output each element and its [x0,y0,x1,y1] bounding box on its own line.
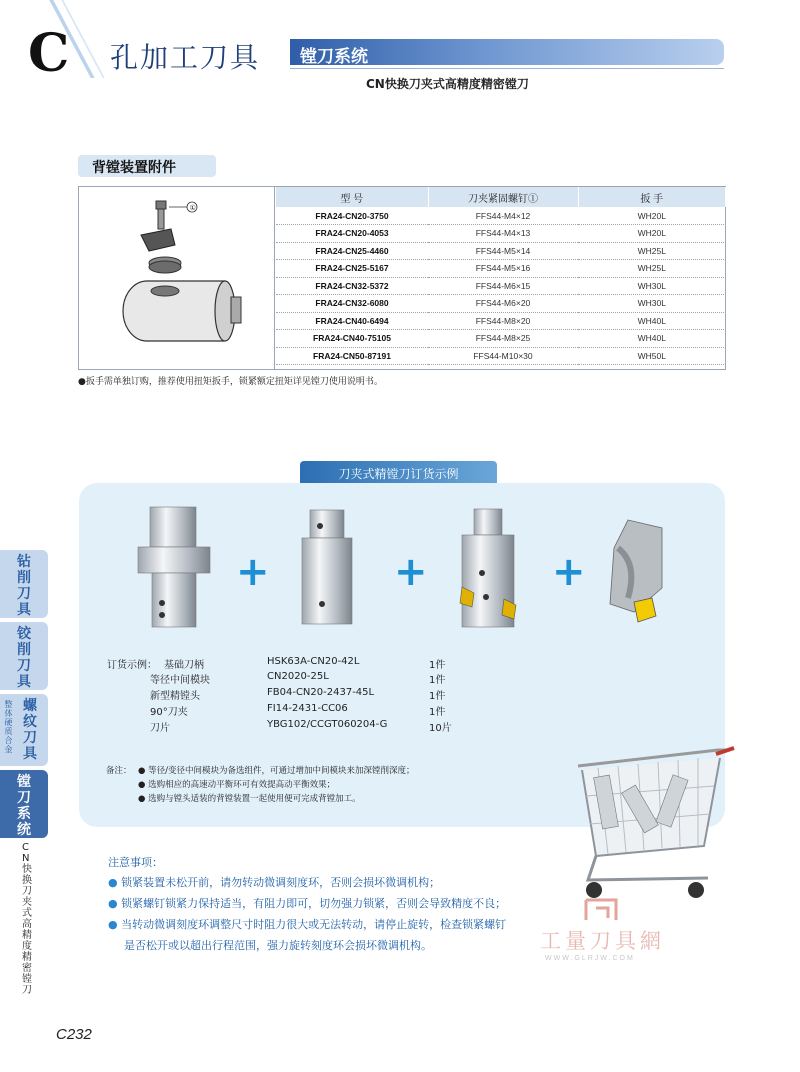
cell-model: FRA24-CN32-6080 [276,295,428,313]
column-header-screw: 刀夹紧固螺钉① [428,187,578,207]
side-tab-label: 铰削刀具 [17,626,31,690]
order-item-qty: 1件 [429,660,446,671]
order-item-code: CN2020-25L [267,671,329,682]
table-row [276,330,726,348]
table-row [276,347,726,365]
cell-screw: FFS44-M6×20 [428,295,578,313]
table-row [276,207,726,225]
cell-model: FRA24-CN50-87191 [276,347,428,365]
bullet-icon: ● [108,918,118,931]
table-row [276,277,726,295]
order-item-name: 新型精镗头 [150,691,200,702]
cell-screw: FFS44-M4×13 [428,225,578,243]
cell-wrench: WH30L [578,295,726,313]
cell-screw: FFS44-M5×16 [428,260,578,278]
cell-model: FRA24-CN40-6494 [276,312,428,330]
shopping-cart-image [568,746,740,906]
table-header-row [276,187,726,207]
side-tab-reaming[interactable] [0,622,48,690]
accessory-title: 背镗装置附件 [78,155,216,177]
cell-screw: FFS44-M10×30 [428,347,578,365]
order-item-qty: 10片 [429,723,452,734]
cell-model: FRA24-CN25-5167 [276,260,428,278]
cell-screw: FFS44-M6×15 [428,277,578,295]
side-tab-sublabel: 整体硬质合金 [4,700,13,754]
order-item-qty: 1件 [429,707,446,718]
back-boring-device-image [79,187,275,369]
cell-wrench: WH25L [578,242,726,260]
cell-wrench: WH50L [578,347,726,365]
accessory-note: ●扳手需单独订购，推荐使用扭矩扳手，锁紧额定扭矩详见镗刀使用说明书。 [78,377,383,387]
bullet-icon: ● [108,876,118,889]
base-holder-image [136,505,216,630]
page-number: C232 [56,1026,92,1043]
boring-head-image [456,507,522,629]
page-subtitle: CN快换刀夹式高精度精密镗刀 [366,77,529,91]
caution-continuation: 是否松开或以超出行程范围，强力旋转刻度环会损坏微调机构。 [124,939,432,952]
cell-wrench: WH30L [578,277,726,295]
order-item-name: 刀片 [150,723,170,734]
cautions-title: 注意事项： [108,856,163,869]
side-vertical-title: CN快换刀夹式高精度精密镗刀 [22,842,32,996]
plus-sign: + [236,549,270,595]
cell-model: FRA24-CN20-3750 [276,207,428,225]
cell-screw: FFS44-M8×20 [428,312,578,330]
caution-item [108,916,506,932]
callout-number: ① [189,204,196,212]
order-item-qty: 1件 [429,675,446,686]
cell-model: FRA24-CN40-75105 [276,330,428,348]
chapter-letter: C [28,23,70,84]
cell-model: FRA24-CN32-5372 [276,277,428,295]
remarks-label: 备注： [106,766,132,776]
column-header-wrench: 扳 手 [578,187,726,207]
order-item-code: FB04-CN20-2437-45L [267,687,375,698]
watermark-logo-icon [580,896,622,924]
middle-module-image [296,508,358,626]
cell-model: FRA24-CN20-4053 [276,225,428,243]
bullet-icon: ● [108,897,118,910]
order-item-name: 90°刀夹 [150,707,188,718]
cell-model: FRA24-CN25-4460 [276,242,428,260]
order-example-title: 刀夹式精镗刀订货示例 [300,461,497,483]
remark-item: ● 等径/变径中间模块为备选组件，可通过增加中间模块来加深镗削深度； [138,766,415,776]
side-tab-boring[interactable] [0,770,48,838]
remark-item: ● 选购相应的高速动平衡环可有效提高动平衡效果； [138,780,336,790]
accessory-table [276,187,726,365]
table-row [276,242,726,260]
side-tab-threading[interactable] [0,694,48,766]
cell-wrench: WH20L [578,225,726,243]
order-item-code: YBG102/CCGT060204-G [267,719,388,730]
cell-wrench: WH25L [578,260,726,278]
order-item-name: 等径中间模块 [150,675,210,686]
cell-wrench: WH40L [578,312,726,330]
table-row [276,295,726,313]
column-header-model: 型 号 [276,187,428,207]
cell-screw: FFS44-M5×14 [428,242,578,260]
cell-wrench: WH20L [578,207,726,225]
table-row [276,312,726,330]
plus-sign: + [394,549,428,595]
caution-item [108,895,506,911]
order-item-qty: 1件 [429,691,446,702]
cell-screw: FFS44-M8×25 [428,330,578,348]
header-divider [290,68,724,69]
caution-item [108,874,440,890]
side-tab-label: 螺纹刀具 [23,698,37,762]
order-label: 订货示例： [107,660,157,671]
watermark-text: 工量刀具網 [540,929,665,953]
accessory-illustration [79,187,275,369]
caution-text: 当转动微调刻度环调整尺寸时阻力很大或无法转动，请停止旋转，检查锁紧螺钉 [121,918,507,931]
cell-wrench: WH40L [578,330,726,348]
table-row [276,260,726,278]
remark-item: ● 选购与镗头适装的背镗装置一起使用便可完成背镗加工。 [138,794,361,804]
tool-holder-insert-image [604,518,666,626]
plus-sign: + [552,549,586,595]
caution-text: 锁紧螺钉锁紧力保持适当，有阻力即可，切勿强力锁紧，否则会导致精度不良； [121,897,507,910]
table-row [276,225,726,243]
side-tab-label: 镗刀系统 [17,774,31,838]
cell-screw: FFS44-M4×12 [428,207,578,225]
page-title: 孔加工刀具 [110,41,261,74]
side-tab-drilling[interactable] [0,550,48,618]
section-title: 镗刀系统 [300,47,368,67]
watermark-url: WWW.GLRJW.COM [545,955,635,962]
caution-text: 锁紧装置未松开前，请勿转动微调刻度环，否则会损坏微调机构； [121,876,441,889]
accessory-box [78,186,726,370]
side-tab-label: 钻削刀具 [17,554,31,618]
order-item-code: FI14-2431-CC06 [267,703,348,714]
order-item-name: 基础刀柄 [164,660,204,671]
order-item-code: HSK63A-CN20-42L [267,656,360,667]
